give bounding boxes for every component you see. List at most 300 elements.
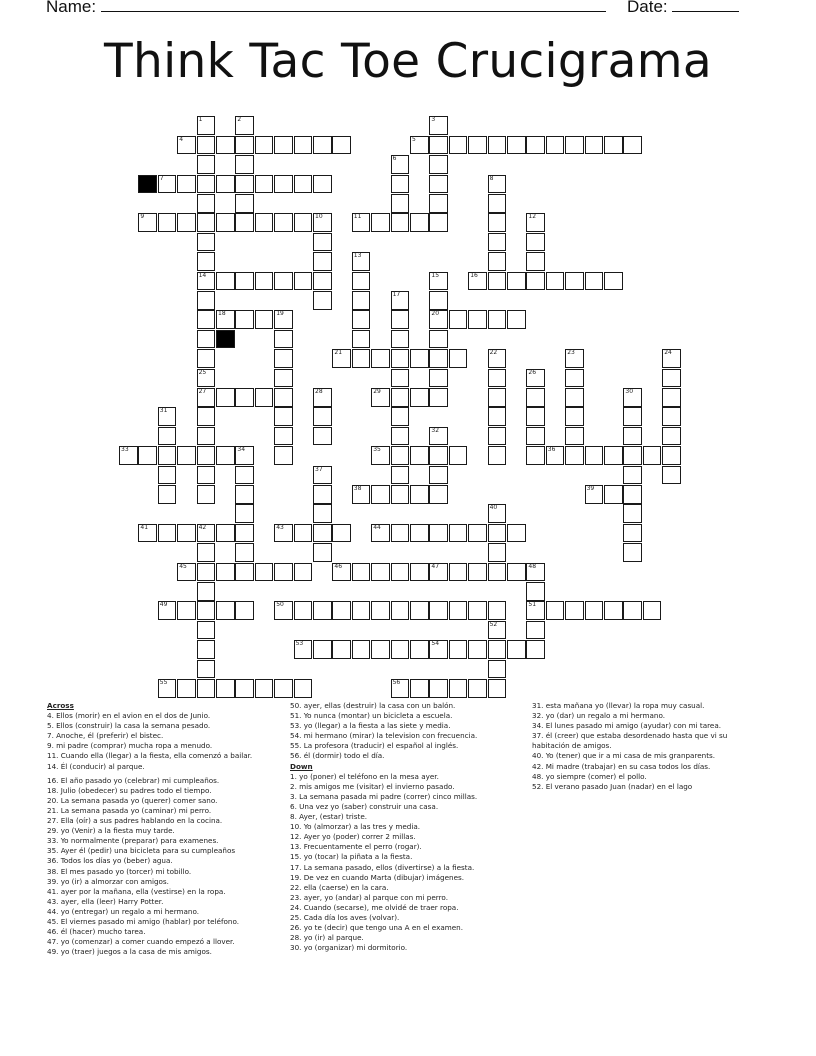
grid-cell[interactable] (158, 466, 177, 485)
grid-cell[interactable] (332, 136, 351, 155)
grid-cell[interactable] (507, 136, 526, 155)
grid-cell[interactable] (313, 543, 332, 562)
grid-cell[interactable] (429, 466, 448, 485)
grid-cell[interactable] (449, 563, 468, 582)
grid-cell[interactable] (429, 272, 448, 291)
grid-cell[interactable] (526, 582, 545, 601)
grid-cell[interactable] (526, 407, 545, 426)
grid-cell[interactable] (604, 136, 623, 155)
grid-cell[interactable] (332, 601, 351, 620)
grid-cell[interactable] (623, 543, 642, 562)
grid-cell[interactable] (274, 679, 293, 698)
grid-cell[interactable] (391, 291, 410, 310)
grid-cell[interactable] (235, 446, 254, 465)
grid-cell[interactable] (526, 427, 545, 446)
grid-cell[interactable] (429, 485, 448, 504)
grid-cell[interactable] (235, 175, 254, 194)
grid-cell[interactable] (216, 679, 235, 698)
grid-cell[interactable] (410, 349, 429, 368)
grid-cell[interactable] (216, 310, 235, 329)
grid-cell[interactable] (255, 175, 274, 194)
grid-cell[interactable] (255, 388, 274, 407)
grid-cell[interactable] (371, 563, 390, 582)
grid-cell[interactable] (352, 601, 371, 620)
grid-cell[interactable] (197, 291, 216, 310)
grid-cell[interactable] (216, 272, 235, 291)
grid-cell[interactable] (546, 136, 565, 155)
grid-cell[interactable] (468, 601, 487, 620)
grid-cell[interactable] (662, 407, 681, 426)
grid-cell[interactable] (352, 310, 371, 329)
grid-cell[interactable] (429, 679, 448, 698)
grid-cell[interactable] (138, 524, 157, 543)
grid-cell[interactable] (391, 640, 410, 659)
grid-cell[interactable] (585, 446, 604, 465)
grid-cell[interactable] (177, 175, 196, 194)
grid-cell[interactable] (391, 485, 410, 504)
grid-cell[interactable] (429, 427, 448, 446)
grid-cell[interactable] (488, 233, 507, 252)
grid-cell[interactable] (526, 252, 545, 271)
grid-cell[interactable] (391, 601, 410, 620)
grid-cell[interactable] (177, 679, 196, 698)
grid-cell[interactable] (177, 213, 196, 232)
grid-cell[interactable] (507, 310, 526, 329)
grid-cell[interactable] (449, 446, 468, 465)
grid-cell[interactable] (216, 213, 235, 232)
grid-cell[interactable] (623, 427, 642, 446)
grid-cell[interactable] (352, 213, 371, 232)
grid-cell[interactable] (546, 272, 565, 291)
grid-cell[interactable] (623, 524, 642, 543)
grid-cell[interactable] (585, 601, 604, 620)
grid-cell[interactable] (216, 175, 235, 194)
grid-cell[interactable] (429, 369, 448, 388)
grid-cell[interactable] (274, 601, 293, 620)
grid-cell[interactable] (429, 601, 448, 620)
grid-cell[interactable] (197, 116, 216, 135)
grid-cell[interactable] (488, 407, 507, 426)
grid-cell[interactable] (371, 388, 390, 407)
grid-cell[interactable] (274, 407, 293, 426)
grid-cell[interactable] (429, 330, 448, 349)
grid-cell[interactable] (235, 272, 254, 291)
grid-cell[interactable] (274, 272, 293, 291)
grid-cell[interactable] (294, 679, 313, 698)
grid-cell[interactable] (313, 291, 332, 310)
grid-cell[interactable] (449, 136, 468, 155)
grid-cell[interactable] (507, 563, 526, 582)
grid-cell[interactable] (488, 349, 507, 368)
grid-cell[interactable] (197, 272, 216, 291)
grid-cell[interactable] (429, 155, 448, 174)
grid-cell[interactable] (429, 175, 448, 194)
grid-cell[interactable] (138, 213, 157, 232)
grid-cell[interactable] (565, 601, 584, 620)
grid-cell[interactable] (197, 679, 216, 698)
grid-cell[interactable] (274, 175, 293, 194)
grid-cell[interactable] (468, 136, 487, 155)
grid-cell[interactable] (158, 407, 177, 426)
grid-cell[interactable] (255, 136, 274, 155)
grid-cell[interactable] (235, 213, 254, 232)
grid-cell[interactable] (197, 233, 216, 252)
grid-cell[interactable] (313, 175, 332, 194)
grid-cell[interactable] (352, 291, 371, 310)
grid-cell[interactable] (158, 679, 177, 698)
grid-cell[interactable] (235, 310, 254, 329)
grid-cell[interactable] (604, 601, 623, 620)
grid-cell[interactable] (488, 194, 507, 213)
grid-cell[interactable] (197, 446, 216, 465)
grid-cell[interactable] (391, 427, 410, 446)
grid-cell[interactable] (197, 407, 216, 426)
grid-cell[interactable] (429, 563, 448, 582)
grid-cell[interactable] (429, 291, 448, 310)
grid-cell[interactable] (488, 310, 507, 329)
grid-cell[interactable] (391, 466, 410, 485)
grid-cell[interactable] (274, 524, 293, 543)
grid-cell[interactable] (410, 388, 429, 407)
grid-cell[interactable] (235, 194, 254, 213)
grid-cell[interactable] (216, 601, 235, 620)
grid-cell[interactable] (410, 679, 429, 698)
grid-cell[interactable] (391, 310, 410, 329)
grid-cell[interactable] (177, 136, 196, 155)
grid-cell[interactable] (410, 601, 429, 620)
grid-cell[interactable] (197, 136, 216, 155)
grid-cell[interactable] (371, 446, 390, 465)
grid-cell[interactable] (235, 504, 254, 523)
grid-cell[interactable] (294, 272, 313, 291)
grid-cell[interactable] (216, 563, 235, 582)
grid-cell[interactable] (565, 446, 584, 465)
grid-cell[interactable] (197, 621, 216, 640)
grid-cell[interactable] (429, 524, 448, 543)
grid-cell[interactable] (623, 485, 642, 504)
grid-cell[interactable] (313, 136, 332, 155)
grid-cell[interactable] (255, 310, 274, 329)
grid-cell[interactable] (449, 601, 468, 620)
grid-cell[interactable] (410, 563, 429, 582)
grid-cell[interactable] (371, 213, 390, 232)
grid-cell[interactable] (294, 175, 313, 194)
grid-cell[interactable] (371, 349, 390, 368)
grid-cell[interactable] (352, 252, 371, 271)
grid-cell[interactable] (410, 213, 429, 232)
grid-cell[interactable] (332, 640, 351, 659)
grid-cell[interactable] (643, 601, 662, 620)
grid-cell[interactable] (391, 330, 410, 349)
grid-cell[interactable] (604, 446, 623, 465)
grid-cell[interactable] (235, 466, 254, 485)
grid-cell[interactable] (391, 407, 410, 426)
grid-cell[interactable] (526, 388, 545, 407)
grid-cell[interactable] (255, 272, 274, 291)
grid-cell[interactable] (352, 563, 371, 582)
grid-cell[interactable] (197, 640, 216, 659)
grid-cell[interactable] (371, 601, 390, 620)
grid-cell[interactable] (468, 310, 487, 329)
grid-cell[interactable] (468, 524, 487, 543)
grid-cell[interactable] (526, 213, 545, 232)
grid-cell[interactable] (371, 640, 390, 659)
grid-cell[interactable] (119, 446, 138, 465)
grid-cell[interactable] (197, 175, 216, 194)
grid-cell[interactable] (294, 563, 313, 582)
grid-cell[interactable] (449, 679, 468, 698)
grid-cell[interactable] (391, 349, 410, 368)
grid-cell[interactable] (235, 485, 254, 504)
grid-cell[interactable] (391, 194, 410, 213)
grid-cell[interactable] (197, 194, 216, 213)
grid-cell[interactable] (158, 601, 177, 620)
grid-cell[interactable] (352, 485, 371, 504)
grid-cell[interactable] (313, 407, 332, 426)
grid-cell[interactable] (488, 272, 507, 291)
grid-cell[interactable] (216, 388, 235, 407)
grid-cell[interactable] (313, 601, 332, 620)
grid-cell[interactable] (158, 213, 177, 232)
grid-cell[interactable] (235, 155, 254, 174)
grid-cell[interactable] (313, 233, 332, 252)
grid-cell[interactable] (313, 252, 332, 271)
grid-cell[interactable] (197, 582, 216, 601)
grid-cell[interactable] (410, 136, 429, 155)
grid-cell[interactable] (488, 369, 507, 388)
grid-cell[interactable] (488, 524, 507, 543)
grid-cell[interactable] (488, 543, 507, 562)
grid-cell[interactable] (662, 388, 681, 407)
grid-cell[interactable] (526, 136, 545, 155)
grid-cell[interactable] (526, 272, 545, 291)
grid-cell[interactable] (313, 388, 332, 407)
grid-cell[interactable] (410, 446, 429, 465)
grid-cell[interactable] (391, 679, 410, 698)
grid-cell[interactable] (468, 679, 487, 698)
grid-cell[interactable] (216, 524, 235, 543)
grid-cell[interactable] (255, 679, 274, 698)
grid-cell[interactable] (488, 601, 507, 620)
grid-cell[interactable] (662, 369, 681, 388)
grid-cell[interactable] (274, 388, 293, 407)
grid-cell[interactable] (488, 388, 507, 407)
grid-cell[interactable] (197, 563, 216, 582)
grid-cell[interactable] (313, 466, 332, 485)
grid-cell[interactable] (158, 446, 177, 465)
grid-cell[interactable] (429, 349, 448, 368)
grid-cell[interactable] (313, 524, 332, 543)
grid-cell[interactable] (488, 504, 507, 523)
grid-cell[interactable] (623, 388, 642, 407)
grid-cell[interactable] (352, 640, 371, 659)
grid-cell[interactable] (177, 446, 196, 465)
grid-cell[interactable] (585, 272, 604, 291)
grid-cell[interactable] (546, 601, 565, 620)
grid-cell[interactable] (197, 427, 216, 446)
grid-cell[interactable] (526, 233, 545, 252)
grid-cell[interactable] (623, 601, 642, 620)
grid-cell[interactable] (468, 563, 487, 582)
grid-cell[interactable] (177, 601, 196, 620)
grid-cell[interactable] (604, 272, 623, 291)
grid-cell[interactable] (274, 369, 293, 388)
grid-cell[interactable] (391, 563, 410, 582)
grid-cell[interactable] (488, 175, 507, 194)
grid-cell[interactable] (429, 388, 448, 407)
grid-cell[interactable] (371, 485, 390, 504)
grid-cell[interactable] (623, 407, 642, 426)
grid-cell[interactable] (158, 427, 177, 446)
grid-cell[interactable] (197, 330, 216, 349)
grid-cell[interactable] (371, 524, 390, 543)
grid-cell[interactable] (526, 563, 545, 582)
grid-cell[interactable] (158, 175, 177, 194)
grid-cell[interactable] (197, 310, 216, 329)
grid-cell[interactable] (507, 640, 526, 659)
grid-cell[interactable] (274, 310, 293, 329)
grid-cell[interactable] (526, 369, 545, 388)
grid-cell[interactable] (507, 272, 526, 291)
grid-cell[interactable] (449, 524, 468, 543)
grid-cell[interactable] (488, 679, 507, 698)
grid-cell[interactable] (488, 660, 507, 679)
grid-cell[interactable] (274, 427, 293, 446)
grid-cell[interactable] (235, 116, 254, 135)
grid-cell[interactable] (429, 194, 448, 213)
grid-cell[interactable] (332, 563, 351, 582)
grid-cell[interactable] (235, 136, 254, 155)
grid-cell[interactable] (662, 466, 681, 485)
grid-cell[interactable] (158, 524, 177, 543)
grid-cell[interactable] (488, 213, 507, 232)
grid-cell[interactable] (488, 621, 507, 640)
grid-cell[interactable] (332, 349, 351, 368)
grid-cell[interactable] (468, 272, 487, 291)
grid-cell[interactable] (488, 563, 507, 582)
grid-cell[interactable] (216, 446, 235, 465)
grid-cell[interactable] (235, 543, 254, 562)
grid-cell[interactable] (235, 601, 254, 620)
grid-cell[interactable] (391, 388, 410, 407)
grid-cell[interactable] (468, 640, 487, 659)
grid-cell[interactable] (565, 272, 584, 291)
grid-cell[interactable] (255, 213, 274, 232)
grid-cell[interactable] (526, 640, 545, 659)
grid-cell[interactable] (623, 136, 642, 155)
grid-cell[interactable] (332, 524, 351, 543)
grid-cell[interactable] (235, 563, 254, 582)
grid-cell[interactable] (565, 427, 584, 446)
grid-cell[interactable] (274, 136, 293, 155)
grid-cell[interactable] (313, 640, 332, 659)
grid-cell[interactable] (565, 388, 584, 407)
grid-cell[interactable] (449, 310, 468, 329)
grid-cell[interactable] (158, 485, 177, 504)
grid-cell[interactable] (255, 563, 274, 582)
grid-cell[interactable] (565, 369, 584, 388)
grid-cell[interactable] (391, 175, 410, 194)
grid-cell[interactable] (429, 310, 448, 329)
grid-cell[interactable] (352, 330, 371, 349)
grid-cell[interactable] (391, 369, 410, 388)
grid-cell[interactable] (274, 213, 293, 232)
grid-cell[interactable] (197, 601, 216, 620)
grid-cell[interactable] (623, 466, 642, 485)
grid-cell[interactable] (197, 660, 216, 679)
grid-cell[interactable] (235, 388, 254, 407)
grid-cell[interactable] (313, 213, 332, 232)
grid-cell[interactable] (197, 388, 216, 407)
grid-cell[interactable] (294, 524, 313, 543)
grid-cell[interactable] (410, 640, 429, 659)
grid-cell[interactable] (429, 136, 448, 155)
grid-cell[interactable] (294, 213, 313, 232)
grid-cell[interactable] (274, 446, 293, 465)
grid-cell[interactable] (197, 349, 216, 368)
grid-cell[interactable] (391, 155, 410, 174)
grid-cell[interactable] (488, 252, 507, 271)
grid-cell[interactable] (197, 524, 216, 543)
grid-cell[interactable] (526, 601, 545, 620)
grid-cell[interactable] (546, 446, 565, 465)
grid-cell[interactable] (429, 446, 448, 465)
grid-cell[interactable] (643, 446, 662, 465)
grid-cell[interactable] (391, 524, 410, 543)
grid-cell[interactable] (623, 504, 642, 523)
grid-cell[interactable] (274, 330, 293, 349)
grid-cell[interactable] (623, 446, 642, 465)
grid-cell[interactable] (585, 485, 604, 504)
grid-cell[interactable] (177, 524, 196, 543)
grid-cell[interactable] (313, 427, 332, 446)
grid-cell[interactable] (526, 446, 545, 465)
grid-cell[interactable] (429, 116, 448, 135)
grid-cell[interactable] (235, 524, 254, 543)
grid-cell[interactable] (410, 524, 429, 543)
grid-cell[interactable] (274, 563, 293, 582)
grid-cell[interactable] (197, 213, 216, 232)
grid-cell[interactable] (274, 349, 293, 368)
grid-cell[interactable] (197, 252, 216, 271)
grid-cell[interactable] (488, 640, 507, 659)
grid-cell[interactable] (449, 640, 468, 659)
grid-cell[interactable] (449, 349, 468, 368)
grid-cell[interactable] (391, 213, 410, 232)
grid-cell[interactable] (177, 563, 196, 582)
grid-cell[interactable] (294, 640, 313, 659)
grid-cell[interactable] (197, 543, 216, 562)
grid-cell[interactable] (391, 446, 410, 465)
grid-cell[interactable] (197, 485, 216, 504)
grid-cell[interactable] (507, 524, 526, 543)
grid-cell[interactable] (197, 466, 216, 485)
grid-cell[interactable] (235, 679, 254, 698)
grid-cell[interactable] (662, 446, 681, 465)
grid-cell[interactable] (488, 136, 507, 155)
grid-cell[interactable] (565, 349, 584, 368)
grid-cell[interactable] (585, 136, 604, 155)
grid-cell[interactable] (138, 446, 157, 465)
grid-cell[interactable] (197, 369, 216, 388)
grid-cell[interactable] (429, 640, 448, 659)
grid-cell[interactable] (410, 485, 429, 504)
grid-cell[interactable] (526, 621, 545, 640)
grid-cell[interactable] (429, 213, 448, 232)
grid-cell[interactable] (313, 485, 332, 504)
grid-cell[interactable] (352, 272, 371, 291)
grid-cell[interactable] (313, 272, 332, 291)
